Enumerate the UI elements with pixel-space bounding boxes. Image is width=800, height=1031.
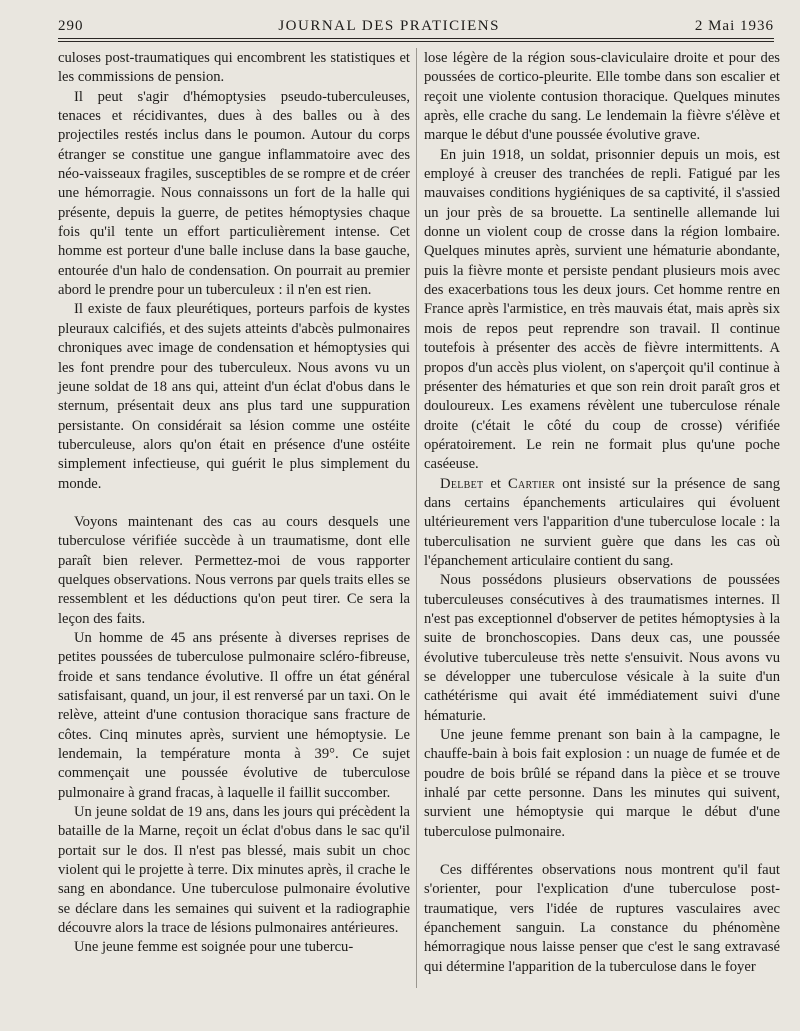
paragraph: Ces différentes observations nous montrent qu'il faut s'orienter, pour l'explication d'une tuberculose post-traumatique, vers l'idée de ruptures vasculaires avec épanchement sanguin. La constance du phénomène hémorragique nous laisse penser que c'est le sang extravasé qui détermine l'apparition de la tuberculose dans le foyer <box>424 862 780 975</box>
column-divider <box>416 48 417 988</box>
paragraph: Un jeune soldat de 19 ans, dans les jours qui précèdent la bataille de la Marne, reçoit un éclat d'obus dans le sac qu'il portait sur le dos. Il n'est pas blessé, mais subit un choc violent qui le projette à terre. Dix minutes après, il crache le sang en abondance. Une tuberculose pulmonaire évolutive se déclare dans les semaines qui suivent et la radiographie découvre alors la trace de lésions pulmonaires antérieures. <box>58 804 410 937</box>
text-fragment: ont insisté sur la présence de sang dans certains épanchements articulaires qui évoluent ultérieurement vers l'apparition d'une tuberculose locale : la tuberculisation ne survient guère que dans les cas où l'épanchement articulaire contient du sang. <box>424 475 780 569</box>
text-fragment: et <box>483 475 508 492</box>
author-name: Delbet <box>440 475 484 492</box>
paragraph: Il peut s'agir d'hémoptysies pseudo-tuberculeuses, tenaces et récidivantes, dues à des balles ou à des projectiles restés inclus dans le poumon. Autour du corps étranger se constitue une gangue inflammatoire avec des néo-vaisseaux fragiles, susceptibles de se rompre et de créer une hémorragie. Nous connaissons un fort de la halle qui présente, depuis la guerre, de petites hémoptysies chaque fois qu'il tente un effort particulièrement intense. Cet homme est porteur d'une balle incluse dans la base gauche, entourée d'un halo de condensation. On pourrait au premier abord le prendre pour un tuberculeux : il n'en est rien. <box>58 88 410 299</box>
paragraph: lose légère de la région sous-claviculaire droite et pour des poussées de cortico-pleurite. Elle tombe dans son escalier et reçoit une violente contusion thoracique. Quelques minutes après, elle crache du sang. Le lendemain la fièvre s'élève et marque le début d'une poussée évolutive grave. <box>424 50 780 144</box>
paragraph: culoses post-traumatiques qui encombrent les statistiques et les commissions de pension. <box>58 50 410 86</box>
paragraph: Un homme de 45 ans présente à diverses reprises de petites poussées de tuberculose pulmonaire scléro-fibreuse, froide et sans tendance évolutive. Il offre un état général satisfaisant, quand, un jour, il est renversé par un taxi. On le relève, atteint d'une contusion thoracique sans fracture de côtes. Cinq minutes après, survient une hémoptysie. Le lendemain, la température monta à 39°. Ce sujet commençait une poussée évolutive de tuberculose pulmonaire à grand fracas, à laquelle il faillit succomber. <box>58 629 410 801</box>
running-header <box>58 14 774 38</box>
header-rule <box>58 38 774 42</box>
paragraph: En juin 1918, un soldat, prisonnier depuis un mois, est employé à creuser des tranchées de repli. Fatigué par les mauvaises conditions hygiéniques de sa captivité, il s'assied un jour près de sa brouette. La sentinelle allemande lui donne un violent coup de crosse dans la région lombaire. Quelques minutes après, survient une hématurie abondante, puis la fièvre monte et persiste pendant plusieurs mois avec des exacerbations tous les deux jours. Cet homme rentre en France après l'armistice, en très mauvais état, mais après six mois de repos peut reprendre son travail. Il continue toutefois à présenter des accès de fièvre intermittents. A propos d'un accès plus violent, on s'aperçoit qu'il continue à présenter des hématuries et que son rein droit paraît gros et douloureux. Les examens révèlent une tuberculose rénale droite (c'était le côté du coup de crosse) vérifiée opératoirement. Le rein ne formait plus qu'une poche caséeuse. <box>424 146 780 473</box>
author-name: Cartier <box>507 475 556 492</box>
journal-title: JOURNAL DES PRATICIENS <box>278 17 500 34</box>
paragraph <box>424 475 780 572</box>
issue-date: 2 Mai 1936 <box>694 17 774 34</box>
paragraph: Voyons maintenant des cas au cours desquels une tuberculose vérifiée succède à un traumatisme, dont elle paraît bien relever. Permettez-moi de vous rapporter quelques observations. Nous verrons par quels traits elles se ressemblent et les déductions qu'on peut tirer. Ce sera la leçon des faits. <box>58 513 410 627</box>
page-number: 290 <box>58 17 84 34</box>
paragraph: Nous possédons plusieurs observations de poussées tuberculeuses consécutives à des traumatismes internes. Il n'est pas exceptionnel d'observer de petites hémoptysies à la suite de bronchoscopies. Dans deux cas, une poussée évolutive tuberculeuse très nette s'ensuivit. Nous avons vu se développer une tuberculose vésicale à la suite d'un cathétérisme qui avait été immédiatement suivi d'une hématurie. <box>424 572 780 724</box>
paragraph: Une jeune femme prenant son bain à la campagne, le chauffe-bain à bois fait explosion : un nuage de fumée et de poudre de bois brûlé se répand dans la pièce et se trouve inhalé par cette personne. Dans les minutes qui suivent, survient une hémoptysie qui marque le début d'une tuberculose pulmonaire. <box>424 727 780 840</box>
left-column <box>58 49 410 958</box>
paragraph: Une jeune femme est soignée pour une tubercu- <box>74 939 354 956</box>
paragraph: Il existe de faux pleurétiques, porteurs parfois de kystes pleuraux calcifiés, et des sujets atteints d'abcès pulmonaires chroniques avec image de condensation et hémoptysies qui les font prendre pour des tuberculeux. Nous avons vu un jeune soldat de 18 ans qui, atteint d'un éclat d'obus dans le sternum, présentait deux ans plus tard une suppuration persistante. On considérait sa lésion comme une ostéite tuberculeuse, alors qu'on était en présence d'une ostéite simplement infectieuse, qui guérit le plus simplement du monde. <box>58 301 410 492</box>
right-column <box>424 49 780 977</box>
